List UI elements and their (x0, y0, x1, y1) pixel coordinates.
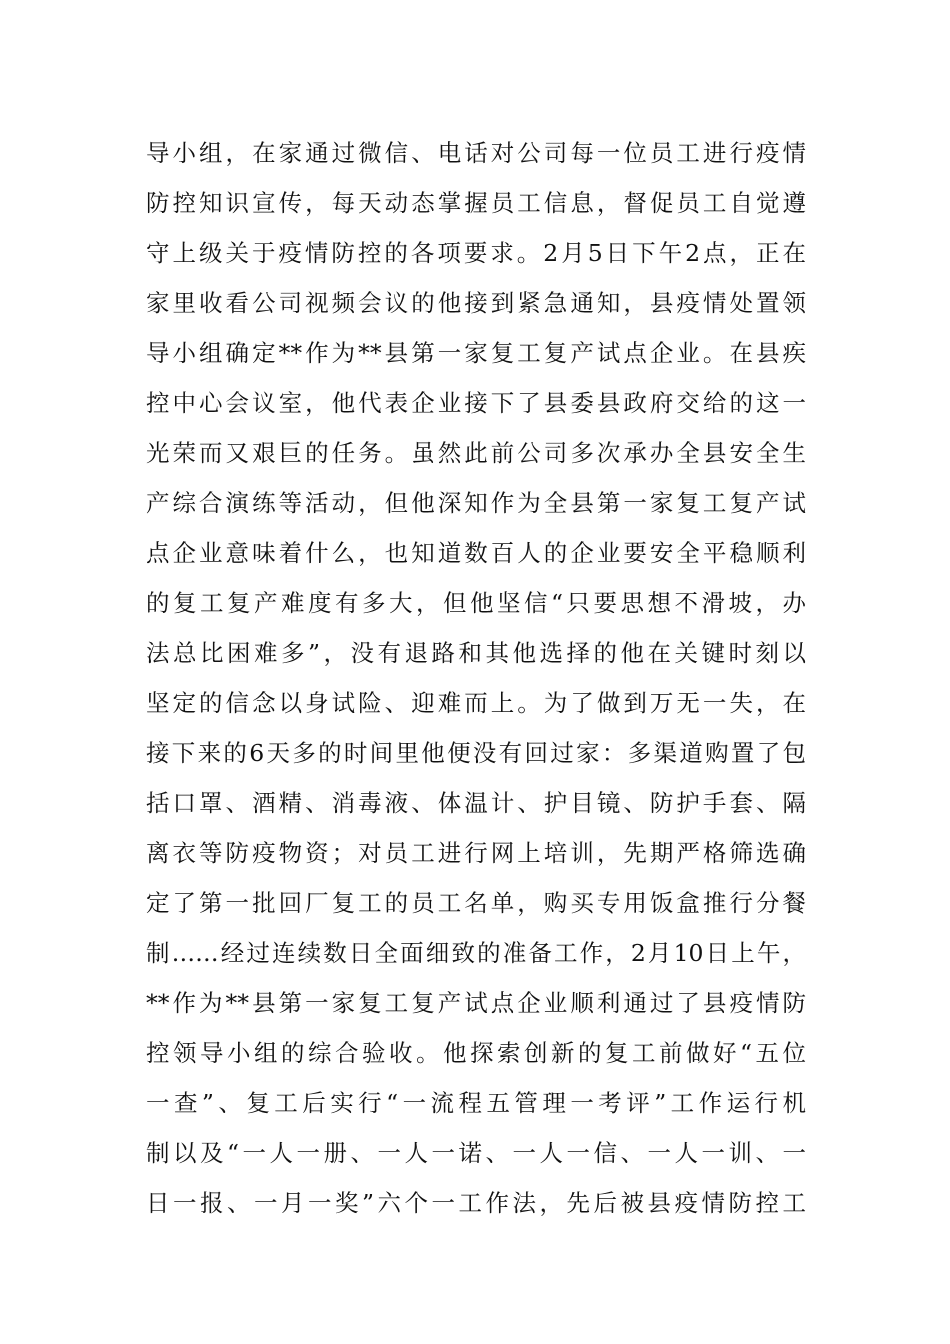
text-line: **作为**县第一家复工复产试点企业顺利通过了县疫情防 (146, 989, 806, 1017)
text-line: 一查”、复工后实行“一流程五管理一考评”工作运行机 (146, 1089, 806, 1117)
text-line: 离衣等防疫物资；对员工进行网上培训，先期严格筛选确 (146, 839, 806, 867)
text-line: 法总比困难多”，没有退路和其他选择的他在关键时刻以 (146, 639, 806, 667)
text-line: 家里收看公司视频会议的他接到紧急通知，县疫情处置领 (146, 289, 806, 317)
text-line: 制……经过连续数日全面细致的准备工作，2月10日上午， (146, 939, 806, 967)
text-line: 日一报、一月一奖”六个一工作法，先后被县疫情防控工 (146, 1189, 806, 1217)
text-line: 导小组，在家通过微信、电话对公司每一位员工进行疫情 (146, 139, 806, 167)
text-line: 控领导小组的综合验收。他探索创新的复工前做好“五位 (146, 1039, 806, 1067)
text-line: 定了第一批回厂复工的员工名单，购买专用饭盒推行分餐 (146, 889, 806, 917)
text-line: 括口罩、酒精、消毒液、体温计、护目镜、防护手套、隔 (146, 789, 806, 817)
text-line: 产综合演练等活动，但他深知作为全县第一家复工复产试 (146, 489, 806, 517)
text-line: 接下来的6天多的时间里他便没有回过家：多渠道购置了包 (146, 739, 806, 767)
text-line: 防控知识宣传，每天动态掌握员工信息，督促员工自觉遵 (146, 189, 806, 217)
text-line: 导小组确定**作为**县第一家复工复产试点企业。在县疾 (146, 339, 806, 367)
text-line: 坚定的信念以身试险、迎难而上。为了做到万无一失，在 (146, 689, 806, 717)
text-line: 制以及“一人一册、一人一诺、一人一信、一人一训、一 (146, 1139, 806, 1167)
text-line: 的复工复产难度有多大，但他坚信“只要思想不滑坡，办 (146, 589, 806, 617)
text-line: 守上级关于疫情防控的各项要求。2月5日下午2点，正在 (146, 239, 806, 267)
body-text (146, 128, 806, 1228)
text-line: 光荣而又艰巨的任务。虽然此前公司多次承办全县安全生 (146, 439, 806, 467)
text-line: 点企业意味着什么，也知道数百人的企业要安全平稳顺利 (146, 539, 806, 567)
text-line: 控中心会议室，他代表企业接下了县委县政府交给的这一 (146, 389, 806, 417)
